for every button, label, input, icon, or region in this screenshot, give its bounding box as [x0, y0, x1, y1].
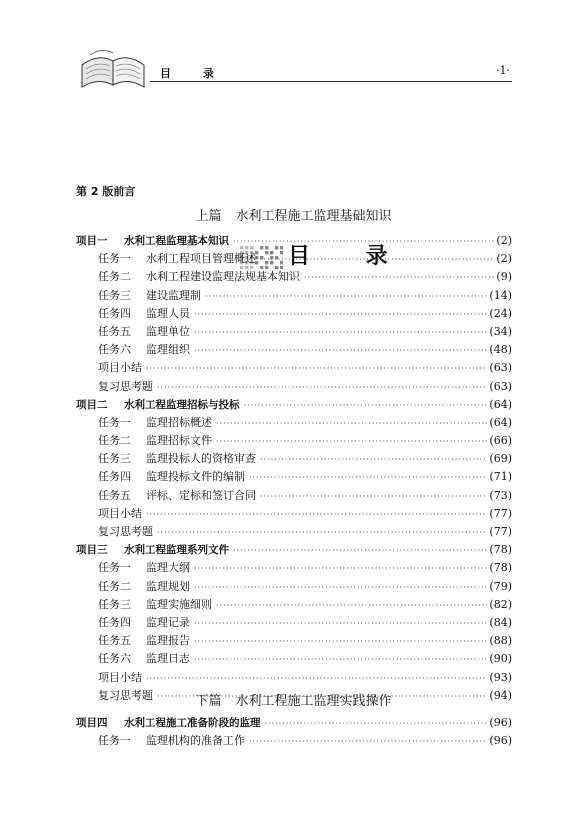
dot-leader: [233, 233, 494, 251]
entry-title: 水利工程施工准备阶段的监理: [124, 717, 261, 729]
entry-page-number: (2): [496, 252, 512, 266]
entry-number: 项目二: [76, 398, 108, 411]
entry-number: 任务六: [98, 652, 131, 666]
entry-title: 水利工程监理招标与投标: [124, 398, 240, 411]
part-two-label: 下篇: [195, 694, 222, 709]
toc-project-entry[interactable]: [76, 541, 512, 559]
entry-page-number: (2): [496, 234, 512, 247]
entry-number: 任务一: [98, 415, 131, 429]
dot-leader: [146, 506, 487, 524]
entry-number: 任务二: [98, 579, 131, 593]
entry-title: 监理大纲: [146, 561, 190, 575]
entry-page-number: (84): [489, 615, 512, 629]
dot-leader: [194, 342, 487, 360]
dot-leader: [265, 715, 488, 733]
part-one-title: [0, 205, 587, 224]
entry-page-number: (69): [489, 452, 512, 466]
dot-leader: [260, 451, 487, 469]
dot-leader: [216, 433, 487, 451]
entry-page-number: (34): [489, 324, 512, 338]
toc-task-entry[interactable]: [76, 487, 512, 505]
entry-title: 监理投标人的资格审查: [146, 452, 256, 466]
entry-page-number: (66): [489, 434, 512, 448]
entry-number: 任务五: [98, 634, 131, 648]
toc-task-entry[interactable]: [76, 323, 512, 341]
toc-task-entry[interactable]: [76, 669, 512, 687]
toc-project-entry[interactable]: [76, 396, 512, 414]
entry-number: 任务四: [98, 306, 131, 320]
toc-task-entry[interactable]: [76, 578, 512, 596]
entry-title: 监理实施细则: [146, 597, 212, 611]
entry-title: 水利工程监理基本知识: [124, 235, 229, 247]
entry-title: 项目小结: [98, 361, 142, 375]
dot-leader: [194, 615, 487, 633]
entry-page-number: (73): [489, 488, 512, 502]
entry-page-number: (77): [489, 506, 512, 520]
entry-number: 项目四: [76, 717, 108, 729]
dot-leader: [249, 733, 487, 751]
toc-task-entry[interactable]: [76, 287, 512, 305]
entry-number: 任务三: [98, 597, 131, 611]
dot-leader: [194, 324, 487, 342]
entry-page-number: (94): [489, 688, 512, 702]
toc-task-entry[interactable]: [76, 732, 512, 750]
toc-task-entry[interactable]: [76, 632, 512, 650]
entry-page-number: (9): [496, 270, 512, 284]
entry-page-number: (78): [489, 561, 512, 575]
header-rule: [150, 81, 512, 82]
toc-task-entry[interactable]: [76, 559, 512, 577]
header-page-number: ·1·: [496, 64, 510, 77]
toc-task-entry[interactable]: [76, 341, 512, 359]
dot-leader: [194, 579, 487, 597]
toc-task-entry[interactable]: [76, 468, 512, 486]
entry-title: 监理投标文件的编制: [146, 470, 245, 484]
part-two-title: [0, 690, 587, 709]
toc-task-entry[interactable]: [76, 359, 512, 377]
toc-part-one: [76, 232, 512, 705]
part-one-label: 上篇: [195, 209, 222, 224]
toc-task-entry[interactable]: [76, 523, 512, 541]
entry-page-number: (63): [489, 361, 512, 375]
entry-page-number: (96): [489, 734, 512, 748]
entry-number: 项目一: [76, 235, 108, 247]
entry-title: 监理单位: [146, 324, 190, 338]
entry-page-number: (88): [489, 634, 512, 648]
entry-number: 任务四: [98, 615, 131, 629]
entry-title: 建设监理制: [146, 288, 201, 302]
dot-leader: [146, 360, 487, 378]
entry-page-number: (63): [489, 379, 512, 393]
entry-page-number: (96): [489, 716, 512, 729]
entry-page-number: (64): [489, 397, 512, 411]
page-title: 目 录: [288, 244, 412, 269]
entry-page-number: (48): [489, 343, 512, 357]
toc-task-entry[interactable]: [76, 305, 512, 323]
dot-leader: [260, 488, 487, 506]
entry-number: 任务一: [98, 734, 131, 748]
entry-title: 监理机构的准备工作: [146, 734, 245, 748]
dot-leader: [194, 306, 487, 324]
toc-project-entry[interactable]: [76, 714, 512, 732]
toc-task-entry[interactable]: [76, 505, 512, 523]
entry-page-number: (14): [489, 288, 512, 302]
dot-leader: [194, 633, 487, 651]
toc-part-two: [76, 714, 512, 750]
dot-leader: [157, 379, 487, 397]
entry-page-number: (93): [489, 670, 512, 684]
entry-number: 任务五: [98, 488, 131, 502]
entry-title: 监理招标文件: [146, 434, 212, 448]
open-book-icon: [80, 47, 146, 89]
entry-number: 任务二: [98, 434, 131, 448]
dot-leader: [205, 288, 487, 306]
entry-title: 监理组织: [146, 343, 190, 357]
entry-title: 评标、定标和签订合同: [146, 488, 256, 502]
entry-number: 任务二: [98, 270, 131, 284]
dot-leader: [304, 269, 494, 287]
entry-page-number: (90): [489, 652, 512, 666]
entry-number: 项目三: [76, 544, 108, 557]
entry-page-number: (78): [489, 543, 512, 557]
toc-task-entry[interactable]: [76, 268, 512, 286]
toc-task-entry[interactable]: [76, 414, 512, 432]
entry-number: 任务三: [98, 452, 131, 466]
part-one-name: 水利工程施工监理基础知识: [235, 209, 392, 224]
dot-leader: [216, 597, 487, 615]
entry-title: 复习思考题: [98, 379, 153, 393]
entry-number: 任务六: [98, 343, 131, 357]
entry-title: 监理人员: [146, 306, 190, 320]
entry-title: 监理记录: [146, 615, 190, 629]
entry-page-number: (79): [489, 579, 512, 593]
entry-number: 任务四: [98, 470, 131, 484]
dot-leader: [260, 251, 494, 269]
header-title: 目 录: [160, 67, 228, 80]
dot-leader: [249, 469, 487, 487]
entry-number: 任务一: [98, 561, 131, 575]
entry-page-number: (71): [489, 470, 512, 484]
entry-title: 复习思考题: [98, 688, 153, 702]
entry-title: 监理招标概述: [146, 415, 212, 429]
entry-number: 任务一: [98, 252, 131, 266]
entry-title: 水利工程建设监理法规基本知识: [146, 270, 300, 284]
preface-entry: 第 2 版前言: [76, 185, 136, 198]
entry-title: 项目小结: [98, 506, 142, 520]
entry-title: 项目小结: [98, 670, 142, 684]
toc-task-entry[interactable]: [76, 650, 512, 668]
dot-leader: [146, 670, 487, 688]
dot-leader: [216, 415, 487, 433]
dot-leader: [233, 542, 487, 560]
entry-number: 任务三: [98, 288, 131, 302]
entry-title: 复习思考题: [98, 525, 153, 538]
toc-task-entry[interactable]: [76, 378, 512, 396]
toc-task-entry[interactable]: [76, 432, 512, 450]
entry-number: 任务五: [98, 324, 131, 338]
entry-title: 水利工程项目管理概述: [146, 252, 256, 266]
dot-leader: [157, 524, 487, 542]
entry-title: 监理规划: [146, 579, 190, 593]
part-two-name: 水利工程施工监理实践操作: [235, 694, 392, 709]
toc-task-entry[interactable]: [76, 450, 512, 468]
toc-task-entry[interactable]: [76, 596, 512, 614]
entry-page-number: (24): [489, 306, 512, 320]
dot-leader: [194, 560, 487, 578]
toc-project-entry[interactable]: [76, 232, 512, 250]
entry-page-number: (77): [489, 525, 512, 538]
entry-page-number: (64): [489, 415, 512, 429]
entry-title: 水利工程监理系列文件: [124, 544, 229, 557]
running-header: [0, 0, 587, 95]
entry-title: 监理报告: [146, 634, 190, 648]
toc-task-entry[interactable]: [76, 250, 512, 268]
entry-title: 监理日志: [146, 652, 190, 666]
toc-task-entry[interactable]: [76, 614, 512, 632]
dot-leader: [194, 651, 487, 669]
entry-page-number: (82): [489, 597, 512, 611]
dot-leader: [244, 397, 488, 415]
